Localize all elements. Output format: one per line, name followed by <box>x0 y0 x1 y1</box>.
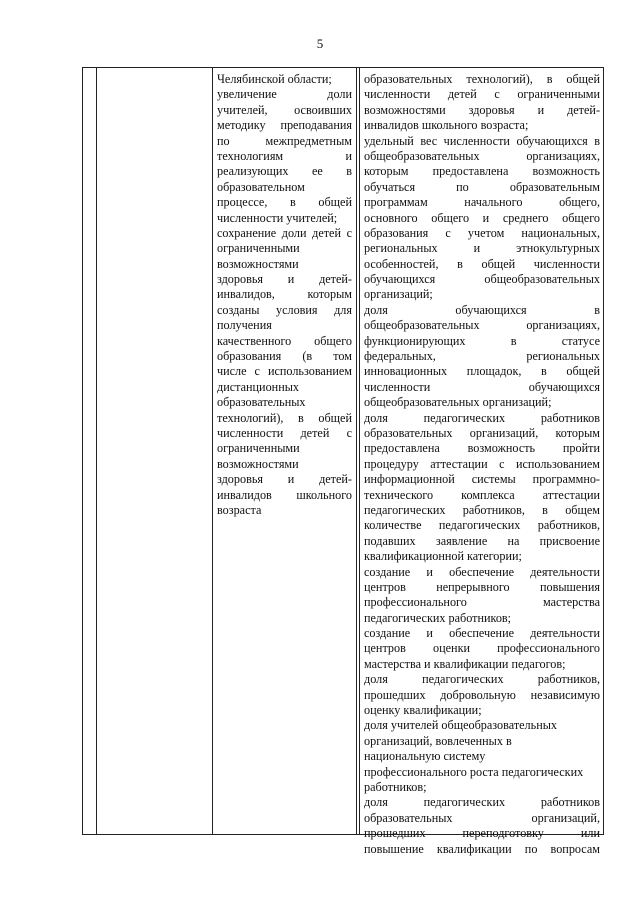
text-line: численности учителей; <box>217 210 338 225</box>
right-column-cell <box>364 72 600 857</box>
text-line: доля педагогических работников <box>364 410 600 425</box>
text-line: численности детей с <box>217 425 352 440</box>
text-line: создание и обеспечение деятельности <box>364 626 600 641</box>
text-line: увеличение доли <box>217 87 352 102</box>
text-line: возможностями <box>217 256 299 271</box>
text-line: повышение квалификации по вопросам <box>364 841 600 856</box>
text-line: технологиям и <box>217 148 352 163</box>
text-line: численности обучающихся <box>364 379 600 394</box>
text-line: по межпредметным <box>217 133 352 148</box>
text-line: профессионального мастерства <box>364 595 600 610</box>
text-line: общеобразовательных организациях, <box>364 318 600 333</box>
text-line: процедуру аттестации с использованием <box>364 456 600 471</box>
text-line: инвалидов, которым <box>217 287 352 302</box>
text-line: подавших заявление на присвоение <box>364 533 600 548</box>
text-line: доля педагогических работников <box>364 795 600 810</box>
text-line: педагогических работников; <box>364 610 512 625</box>
text-line: педагогических работников, в общем <box>364 502 600 517</box>
text-line: общеобразовательных организациях, <box>364 148 600 163</box>
text-line: центров оценки профессионального <box>364 641 600 656</box>
text-line: образования (в том <box>217 349 352 364</box>
text-line: сохранение доли детей с <box>217 225 352 240</box>
text-line: образовательных <box>217 395 306 410</box>
text-line: которым предоставлена возможность <box>364 164 600 179</box>
text-line: технологий), в общей <box>217 410 352 425</box>
text-line: организаций; <box>364 287 433 302</box>
page-number: 5 <box>316 36 324 51</box>
column-divider <box>212 68 213 834</box>
text-line: общеобразовательных организаций; <box>364 395 552 410</box>
text-line: ограниченными <box>217 241 300 256</box>
text-line: возраста <box>217 502 262 517</box>
text-line: доля обучающихся в <box>364 302 600 317</box>
left-column-cell <box>217 72 352 518</box>
text-line: работников; <box>364 779 427 794</box>
text-line: возможностями здоровья и детей- <box>364 102 600 117</box>
text-line: ограниченными <box>217 441 300 456</box>
text-line: удельный вес численности обучающихся в <box>364 133 600 148</box>
text-line: образовательных организаций, которым <box>364 425 600 440</box>
text-line: реализующих ее в <box>217 164 352 179</box>
text-line: инвалидов школьного <box>217 487 352 502</box>
text-line: национальную систему <box>364 749 486 764</box>
text-line: программам начального общего, <box>364 195 600 210</box>
column-divider <box>359 68 360 834</box>
text-line: дистанционных <box>217 379 300 394</box>
text-line: функционирующих в статусе <box>364 333 600 348</box>
text-line: здоровья и детей- <box>217 272 352 287</box>
text-line: здоровья и детей- <box>217 472 352 487</box>
text-line: образовательных технологий), в общей <box>364 72 600 86</box>
text-line: предоставлена возможность пройти <box>364 441 600 456</box>
text-line: процессе, в общей <box>217 195 352 210</box>
text-line: центров непрерывного повышения <box>364 579 600 594</box>
text-line: обучающихся общеобразовательных <box>364 272 600 287</box>
column-divider <box>356 68 357 834</box>
text-line: организаций, вовлеченных в <box>364 733 512 748</box>
text-line: мастерства и квалификации педагогов; <box>364 656 566 671</box>
text-line: прошедших переподготовку или <box>364 826 600 841</box>
text-line: образовательном <box>217 179 305 194</box>
text-line: оценку квалификации; <box>364 703 482 718</box>
text-line: получения <box>217 318 272 333</box>
text-line: инновационных площадок, в общей <box>364 364 600 379</box>
text-line: числе с использованием <box>217 364 352 379</box>
text-line: учителей, освоивших <box>217 102 352 117</box>
text-line: технического комплекса аттестации <box>364 487 600 502</box>
text-line: численности детей с ограниченными <box>364 87 600 102</box>
text-line: образования с учетом национальных, <box>364 225 600 240</box>
text-line: методику преподавания <box>217 118 352 133</box>
text-line: доля педагогических работников, <box>364 672 600 687</box>
text-line: количестве педагогических работников, <box>364 518 600 533</box>
column-divider <box>96 68 97 834</box>
text-line: доля учителей общеобразовательных <box>364 718 557 733</box>
indicators-table <box>82 67 604 856</box>
text-line: Челябинской области; <box>217 72 332 86</box>
text-line: информационной системы программно- <box>364 472 600 487</box>
text-line: образовательных организаций, <box>364 810 600 825</box>
text-line: профессионального роста педагогических <box>364 764 584 779</box>
text-line: создание и обеспечение деятельности <box>364 564 600 579</box>
text-line: инвалидов школьного возраста; <box>364 118 529 133</box>
text-line: квалификационной категории; <box>364 549 522 564</box>
text-line: качественного общего <box>217 333 352 348</box>
text-line: созданы условия для <box>217 302 352 317</box>
text-line: федеральных, региональных <box>364 349 600 364</box>
text-line: прошедших добровольную независимую <box>364 687 600 702</box>
text-line: особенностей, в общей численности <box>364 256 600 271</box>
text-line: основного общего и среднего общего <box>364 210 600 225</box>
text-line: обучаться по образовательным <box>364 179 600 194</box>
text-line: возможностями <box>217 456 299 471</box>
text-line: региональных и этнокультурных <box>364 241 600 256</box>
